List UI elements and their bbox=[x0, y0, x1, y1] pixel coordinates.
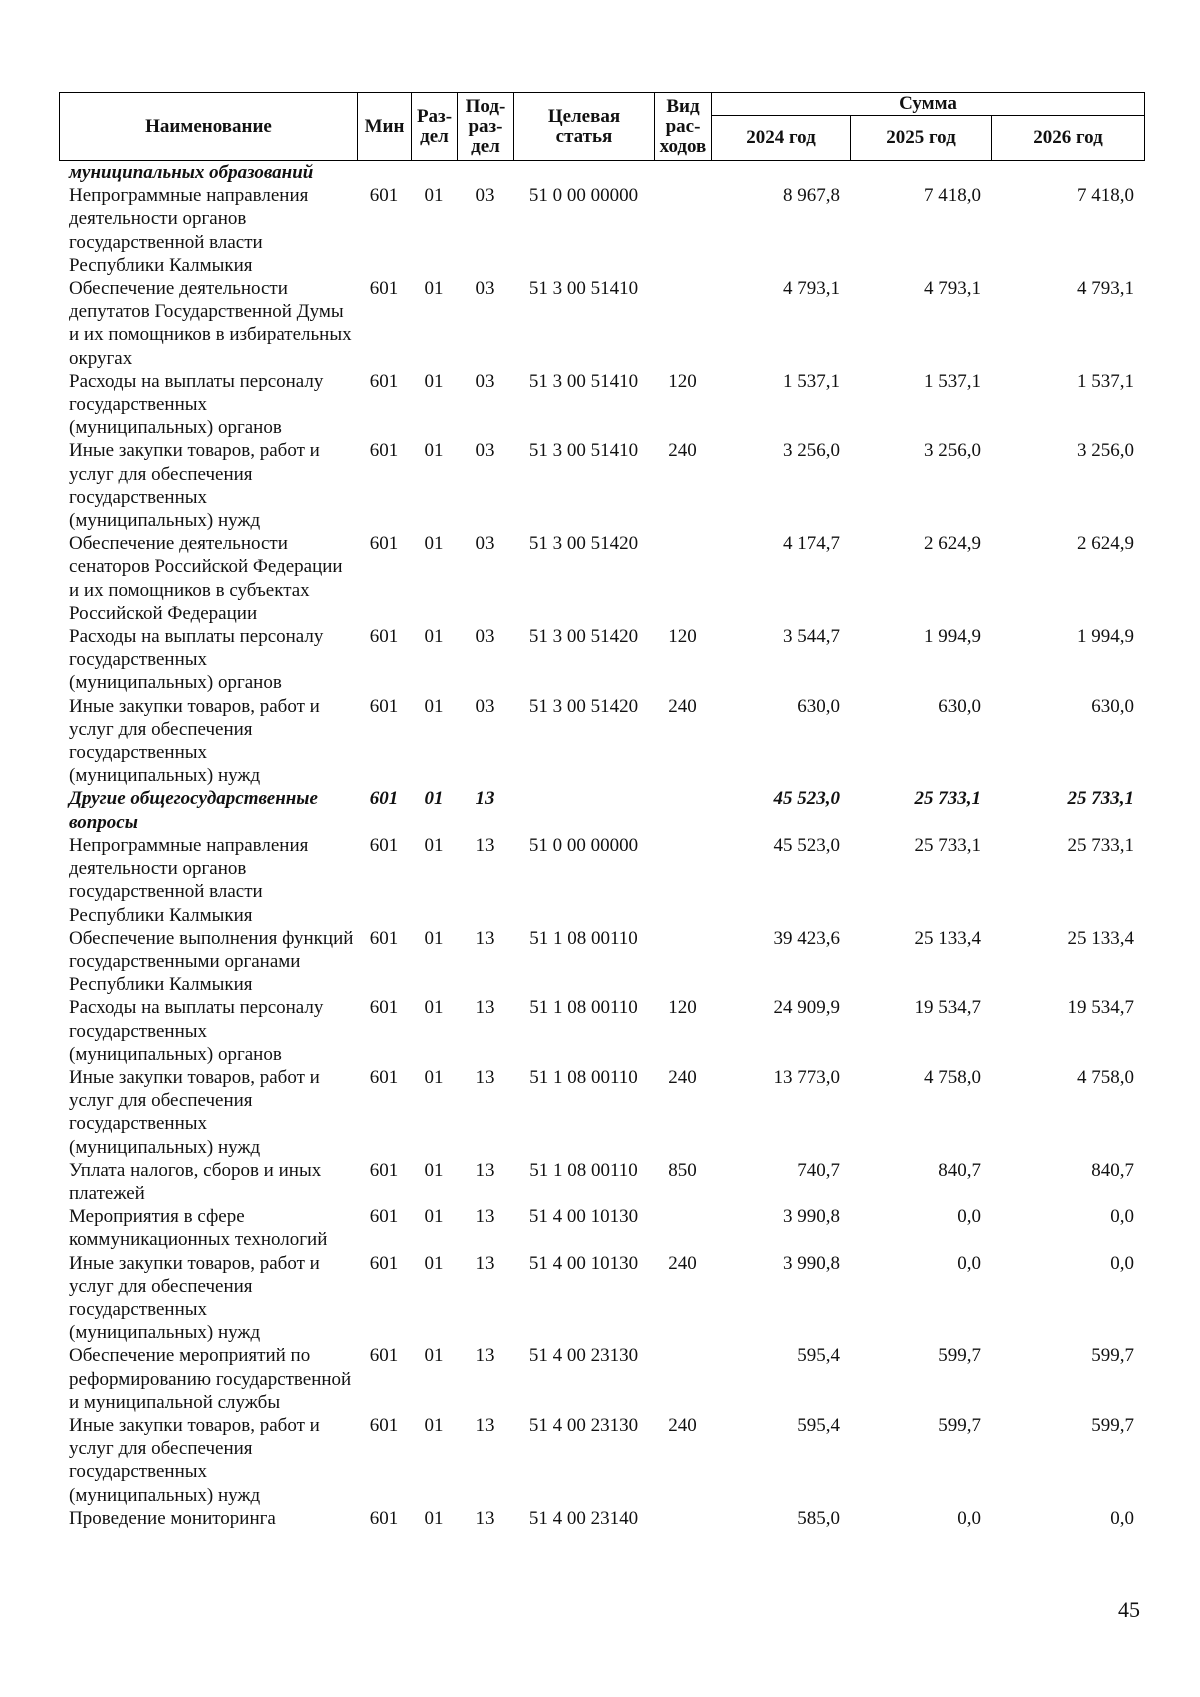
row-sum-2026: 599,7 bbox=[1091, 1414, 1134, 1436]
row-sum-2026: 1 994,9 bbox=[1077, 626, 1134, 648]
row-razdel: 01 bbox=[424, 1066, 444, 1088]
row-name: Мероприятия в сфере коммуникационных технологий bbox=[69, 1206, 328, 1251]
row-razdel: 01 bbox=[424, 185, 444, 207]
row-sum-2024: 24 909,9 bbox=[773, 997, 840, 1019]
row-sum-2024: 4 793,1 bbox=[783, 278, 840, 300]
budget-page bbox=[59, 92, 1144, 1530]
row-tselevaya-statya: 51 1 08 00110 bbox=[529, 1066, 638, 1088]
row-tselevaya-statya: 51 0 00 00000 bbox=[528, 185, 639, 207]
row-podrazdel: 13 bbox=[475, 1066, 495, 1088]
row-razdel bbox=[411, 161, 457, 184]
row-sum-2026: 25 733,1 bbox=[1067, 834, 1134, 856]
row-sum-2024: 45 523,0 bbox=[773, 788, 840, 810]
row-name: Другие общегосударственные вопросы bbox=[69, 788, 318, 833]
row-podrazdel: 03 bbox=[475, 533, 495, 555]
row-tselevaya-statya: 51 4 00 23140 bbox=[528, 1507, 639, 1529]
row-sum-2024: 45 523,0 bbox=[773, 834, 840, 856]
row-razdel: 01 bbox=[424, 626, 444, 648]
row-razdel: 01 bbox=[424, 1206, 444, 1228]
row-name: Обеспечение выполнения функций государственными органами Республики Калмыкия bbox=[69, 927, 354, 996]
row-sum-2026: 19 534,7 bbox=[1067, 997, 1134, 1019]
row-min bbox=[357, 161, 411, 184]
row-vid-raskhodov: 120 bbox=[668, 626, 697, 648]
row-name: Расходы на выплаты персоналу государственных (муниципальных) органов bbox=[69, 626, 324, 694]
row-min: 601 bbox=[369, 695, 399, 717]
table-row bbox=[59, 1414, 1144, 1507]
row-name: Иные закупки товаров, работ и услуг для обеспечения государственных (муниципальных) нужд bbox=[69, 1252, 320, 1344]
row-podrazdel: 13 bbox=[475, 927, 495, 949]
row-tselevaya-statya bbox=[513, 787, 654, 833]
row-vid-raskhodov bbox=[654, 787, 711, 833]
row-min: 601 bbox=[369, 626, 399, 648]
row-razdel: 01 bbox=[424, 1507, 444, 1529]
row-podrazdel: 13 bbox=[475, 788, 495, 810]
row-sum-2025: 1 537,1 bbox=[924, 370, 981, 392]
row-tselevaya-statya: 51 0 00 00000 bbox=[528, 834, 639, 856]
row-sum-2024: 13 773,0 bbox=[773, 1066, 840, 1088]
row-sum-2024: 4 174,7 bbox=[783, 533, 840, 555]
header-year-2024: 2024 год bbox=[712, 116, 851, 161]
row-min: 601 bbox=[369, 1414, 399, 1436]
row-sum-2026: 0,0 bbox=[1110, 1206, 1134, 1228]
header-tselevaya-statya: Целевая статья bbox=[514, 93, 655, 161]
row-vid-raskhodov: 850 bbox=[668, 1159, 697, 1181]
row-razdel: 01 bbox=[424, 1345, 444, 1367]
row-min: 601 bbox=[369, 997, 399, 1019]
row-vid-raskhodov bbox=[654, 161, 711, 184]
row-razdel: 01 bbox=[424, 1159, 444, 1181]
row-razdel: 01 bbox=[424, 695, 444, 717]
row-name: Непрограммные направления деятельности органов государственной власти Республики Калмыкия bbox=[69, 185, 309, 276]
row-sum-2026: 7 418,0 bbox=[1077, 185, 1134, 207]
table-row bbox=[59, 277, 1144, 370]
row-sum-2024: 3 990,8 bbox=[783, 1252, 840, 1274]
row-sum-2026: 2 624,9 bbox=[1077, 533, 1134, 555]
header-summa: Сумма bbox=[712, 93, 1145, 116]
row-min: 601 bbox=[369, 370, 399, 392]
table-row bbox=[59, 1507, 1144, 1530]
row-min: 601 bbox=[369, 1252, 399, 1274]
row-vid-raskhodov: 240 bbox=[668, 1252, 697, 1274]
header-year-2026: 2026 год bbox=[992, 116, 1145, 161]
table-row bbox=[59, 787, 1144, 833]
row-sum-2026: 3 256,0 bbox=[1077, 440, 1134, 462]
row-sum-2024: 630,0 bbox=[797, 695, 840, 717]
header-podrazdel: Под- раз- дел bbox=[458, 93, 514, 161]
row-podrazdel: 13 bbox=[475, 1414, 495, 1436]
row-sum-2024: 39 423,6 bbox=[773, 927, 840, 949]
row-sum-2025: 25 733,1 bbox=[914, 788, 981, 810]
row-tselevaya-statya: 51 3 00 51420 bbox=[528, 533, 639, 555]
row-tselevaya-statya: 51 4 00 10130 bbox=[528, 1206, 639, 1228]
row-tselevaya-statya: 51 4 00 23130 bbox=[528, 1414, 639, 1436]
row-name: Расходы на выплаты персоналу государственных (муниципальных) органов bbox=[69, 370, 324, 439]
row-sum-2026: 4 793,1 bbox=[1077, 278, 1134, 300]
row-sum-2024: 740,7 bbox=[797, 1159, 840, 1181]
header-year-2025: 2025 год bbox=[851, 116, 992, 161]
row-min: 601 bbox=[369, 1159, 399, 1181]
row-sum-2026: 840,7 bbox=[1091, 1159, 1134, 1181]
row-podrazdel: 13 bbox=[475, 1345, 495, 1367]
row-sum-2025: 1 994,9 bbox=[924, 626, 981, 648]
row-sum-2024: 3 990,8 bbox=[783, 1206, 840, 1228]
row-sum-2025: 4 793,1 bbox=[924, 278, 981, 300]
table-row bbox=[59, 695, 1144, 788]
row-sum-2025: 4 758,0 bbox=[924, 1066, 981, 1088]
row-vid-raskhodov bbox=[654, 927, 711, 997]
table-row bbox=[59, 161, 1144, 184]
row-sum-2025: 3 256,0 bbox=[924, 440, 981, 462]
row-razdel: 01 bbox=[424, 278, 444, 300]
row-podrazdel: 03 bbox=[475, 695, 495, 717]
row-tselevaya-statya: 51 1 08 00110 bbox=[529, 1159, 638, 1181]
header-name: Наименование bbox=[60, 93, 358, 161]
row-sum-2025: 19 534,7 bbox=[914, 997, 981, 1019]
row-sum-2025: 599,7 bbox=[938, 1414, 981, 1436]
row-tselevaya-statya: 51 4 00 23130 bbox=[528, 1345, 639, 1367]
row-vid-raskhodov bbox=[654, 277, 711, 370]
row-sum-2026: 4 758,0 bbox=[1077, 1066, 1134, 1088]
table-row bbox=[59, 834, 1144, 927]
row-tselevaya-statya: 51 3 00 51410 bbox=[528, 278, 639, 300]
table-row bbox=[59, 1205, 1144, 1251]
row-podrazdel: 03 bbox=[475, 185, 495, 207]
row-podrazdel: 13 bbox=[475, 1159, 495, 1181]
row-podrazdel: 13 bbox=[475, 1252, 495, 1274]
row-sum-2026: 599,7 bbox=[1091, 1345, 1134, 1367]
table-row bbox=[59, 184, 1144, 277]
table-row bbox=[59, 1159, 1144, 1205]
row-min: 601 bbox=[369, 278, 399, 300]
row-sum-2026: 0,0 bbox=[1110, 1507, 1134, 1529]
row-name: Обеспечение мероприятий по реформированию государственной и муниципальной службы bbox=[69, 1345, 352, 1413]
row-min: 601 bbox=[369, 1345, 399, 1367]
row-sum-2024: 3 544,7 bbox=[783, 626, 840, 648]
row-vid-raskhodov: 120 bbox=[668, 370, 697, 392]
row-vid-raskhodov bbox=[654, 1507, 711, 1530]
row-tselevaya-statya bbox=[513, 161, 654, 184]
table-row bbox=[59, 1066, 1144, 1159]
row-vid-raskhodov: 240 bbox=[668, 1414, 697, 1436]
row-min: 601 bbox=[369, 1507, 399, 1529]
row-podrazdel: 13 bbox=[475, 834, 495, 856]
row-razdel: 01 bbox=[424, 533, 444, 555]
row-sum-2024: 585,0 bbox=[797, 1507, 840, 1529]
row-sum-2026: 25 733,1 bbox=[1067, 788, 1134, 810]
row-name: Обеспечение деятельности сенаторов Российской Федерации и их помощников в субъектах Российской Федерации bbox=[69, 533, 343, 624]
row-razdel: 01 bbox=[424, 440, 444, 462]
row-podrazdel: 13 bbox=[475, 1507, 495, 1529]
row-podrazdel: 13 bbox=[475, 997, 495, 1019]
table-row bbox=[59, 439, 1144, 532]
row-podrazdel: 03 bbox=[475, 370, 495, 392]
row-name: муниципальных образований bbox=[69, 162, 314, 183]
row-min: 601 bbox=[369, 1206, 399, 1228]
page-number: 45 bbox=[1118, 1597, 1140, 1622]
row-podrazdel: 03 bbox=[475, 440, 495, 462]
row-sum-2024: 595,4 bbox=[797, 1414, 840, 1436]
row-sum-2025: 0,0 bbox=[957, 1507, 981, 1529]
table-row bbox=[59, 927, 1144, 997]
header-vid-raskhodov: Вид рас- ходов bbox=[655, 93, 712, 161]
row-razdel: 01 bbox=[424, 370, 444, 392]
row-name: Обеспечение деятельности депутатов Государственной Думы и их помощников в избирательных округах bbox=[69, 278, 352, 369]
row-sum-2025: 25 733,1 bbox=[914, 834, 981, 856]
row-vid-raskhodov: 120 bbox=[668, 997, 697, 1019]
row-podrazdel bbox=[457, 161, 513, 184]
row-tselevaya-statya: 51 3 00 51420 bbox=[528, 695, 639, 717]
row-podrazdel: 13 bbox=[475, 1206, 495, 1228]
row-sum-2024: 8 967,8 bbox=[783, 185, 840, 207]
row-sum-2025: 0,0 bbox=[957, 1252, 981, 1274]
row-sum-2026 bbox=[991, 161, 1144, 184]
row-min: 601 bbox=[369, 440, 399, 462]
row-razdel: 01 bbox=[424, 788, 444, 810]
row-vid-raskhodov bbox=[654, 532, 711, 625]
row-tselevaya-statya: 51 3 00 51420 bbox=[528, 626, 639, 648]
row-name: Иные закупки товаров, работ и услуг для обеспечения государственных (муниципальных) нужд bbox=[69, 440, 320, 532]
row-razdel: 01 bbox=[424, 997, 444, 1019]
table-row bbox=[59, 1344, 1144, 1414]
row-sum-2026: 630,0 bbox=[1091, 695, 1134, 717]
row-vid-raskhodov bbox=[654, 184, 711, 277]
row-sum-2026: 1 537,1 bbox=[1077, 370, 1134, 392]
header-razdel: Раз- дел bbox=[412, 93, 458, 161]
row-sum-2025: 2 624,9 bbox=[924, 533, 981, 555]
row-tselevaya-statya: 51 4 00 10130 bbox=[528, 1252, 639, 1274]
row-sum-2024: 3 256,0 bbox=[783, 440, 840, 462]
row-razdel: 01 bbox=[424, 834, 444, 856]
row-sum-2025: 7 418,0 bbox=[924, 185, 981, 207]
row-name: Проведение мониторинга bbox=[69, 1507, 276, 1529]
row-razdel: 01 bbox=[424, 927, 444, 949]
row-tselevaya-statya: 51 3 00 51410 bbox=[528, 440, 639, 462]
row-sum-2024: 1 537,1 bbox=[783, 370, 840, 392]
row-vid-raskhodov bbox=[654, 1205, 711, 1251]
row-tselevaya-statya: 51 3 00 51410 bbox=[528, 370, 639, 392]
row-vid-raskhodov: 240 bbox=[668, 1066, 697, 1088]
row-podrazdel: 03 bbox=[475, 278, 495, 300]
row-name: Иные закупки товаров, работ и услуг для обеспечения государственных (муниципальных) нужд bbox=[69, 1414, 320, 1506]
row-vid-raskhodov: 240 bbox=[668, 695, 697, 717]
row-name: Непрограммные направления деятельности органов государственной власти Республики Калмыкия bbox=[69, 834, 309, 926]
row-name: Уплата налогов, сборов и иных платежей bbox=[69, 1159, 322, 1204]
row-name: Иные закупки товаров, работ и услуг для обеспечения государственных (муниципальных) нужд bbox=[69, 1066, 320, 1158]
row-vid-raskhodov: 240 bbox=[668, 440, 697, 462]
row-tselevaya-statya: 51 1 08 00110 bbox=[529, 927, 638, 949]
table-row bbox=[59, 625, 1144, 695]
row-sum-2025: 599,7 bbox=[938, 1345, 981, 1367]
table-row bbox=[59, 370, 1144, 440]
row-min: 601 bbox=[369, 1066, 399, 1088]
row-vid-raskhodov bbox=[654, 1344, 711, 1414]
row-sum-2026: 0,0 bbox=[1110, 1252, 1134, 1274]
table-row bbox=[59, 532, 1144, 625]
table-row bbox=[59, 1252, 1144, 1345]
budget-table-body bbox=[59, 161, 1144, 1530]
row-sum-2026: 25 133,4 bbox=[1067, 927, 1134, 949]
row-min: 601 bbox=[369, 927, 399, 949]
row-vid-raskhodov bbox=[654, 834, 711, 927]
row-min: 601 bbox=[369, 533, 399, 555]
row-name: Иные закупки товаров, работ и услуг для обеспечения государственных (муниципальных) нужд bbox=[69, 695, 320, 787]
row-min: 601 bbox=[369, 788, 399, 810]
row-podrazdel: 03 bbox=[475, 626, 495, 648]
row-tselevaya-statya: 51 1 08 00110 bbox=[529, 997, 638, 1019]
budget-table-header bbox=[59, 92, 1145, 161]
row-razdel: 01 bbox=[424, 1252, 444, 1274]
header-min: Мин bbox=[358, 93, 412, 161]
row-min: 601 bbox=[369, 185, 399, 207]
row-sum-2025: 630,0 bbox=[938, 695, 981, 717]
row-sum-2025: 25 133,4 bbox=[914, 927, 981, 949]
row-razdel: 01 bbox=[424, 1414, 444, 1436]
row-min: 601 bbox=[369, 834, 399, 856]
row-sum-2024: 595,4 bbox=[797, 1345, 840, 1367]
table-row bbox=[59, 996, 1144, 1066]
row-sum-2025: 840,7 bbox=[938, 1159, 981, 1181]
row-name: Расходы на выплаты персоналу государственных (муниципальных) органов bbox=[69, 997, 324, 1065]
row-sum-2024 bbox=[711, 161, 850, 184]
row-sum-2025 bbox=[850, 161, 991, 184]
row-sum-2025: 0,0 bbox=[957, 1206, 981, 1228]
